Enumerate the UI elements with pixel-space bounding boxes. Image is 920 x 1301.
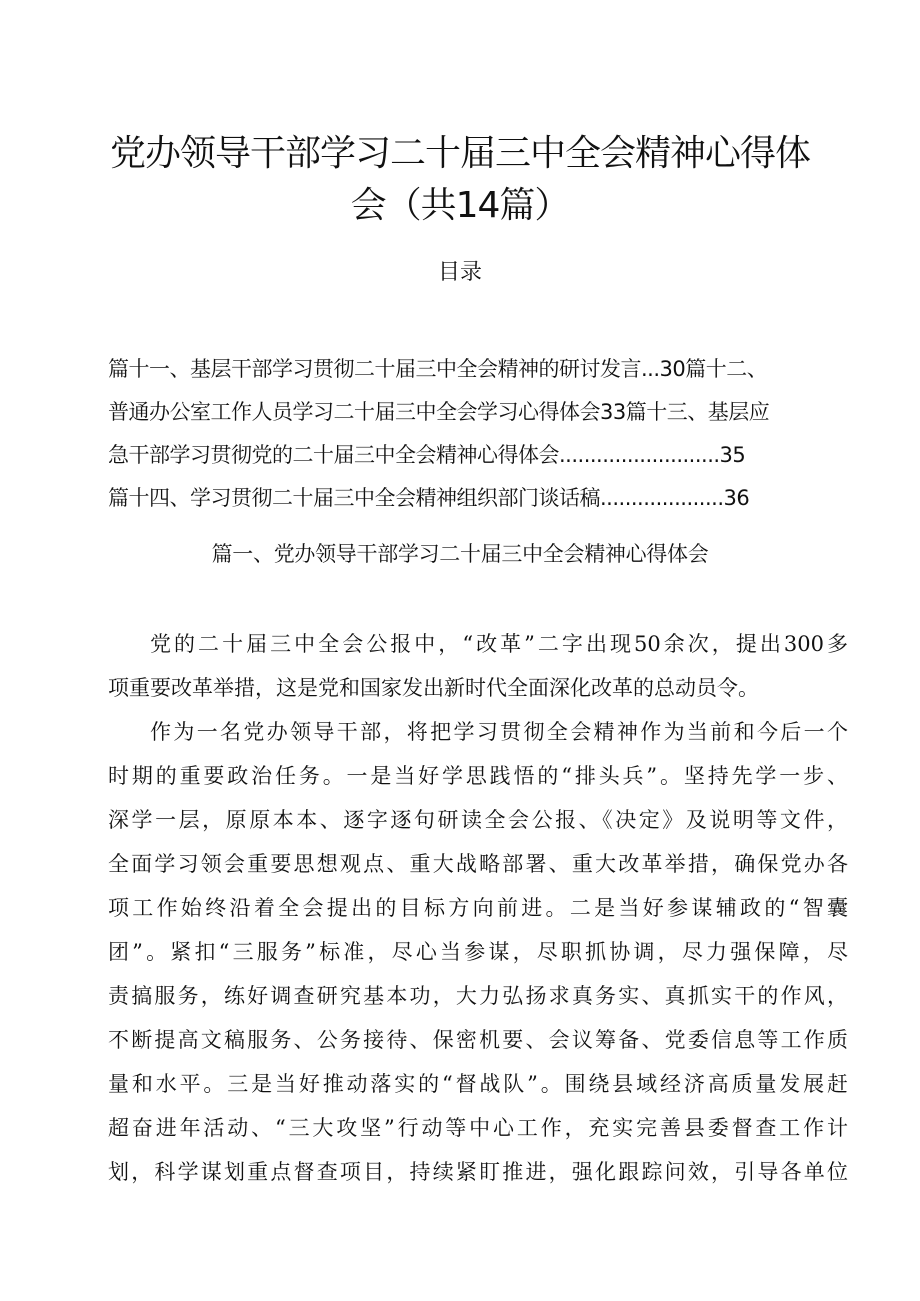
paragraph-line: 项重要改革举措，这是党和国家发出新时代全面深化改革的总动员令。 (108, 676, 759, 700)
paragraph-line: 团”。紧扣“三服务”标准，尽心当参谋，尽职抓协调，尽力强保障，尽 (108, 940, 848, 964)
table-of-contents (108, 348, 848, 520)
toc-heading: 目录 (437, 260, 482, 285)
paragraph-line: 超奋进年活动、“三大攻坚”行动等中心工作，充实完善县委督查工作计 (108, 1116, 848, 1140)
paragraph-line: 作为一名党办领导干部，将把学习贯彻全会精神作为当前和今后一个 (150, 720, 848, 744)
paragraph-line: 划，科学谋划重点督查项目，持续紧盯推进，强化跟踪问效，引导各单位 (108, 1160, 848, 1184)
toc-entry[interactable]: 篇十一、基层干部学习贯彻二十届三中全会精神的研讨发言...30篇十二、 (108, 357, 768, 381)
paragraph-line: 党的二十届三中全会公报中，“改革”二字出现50余次，提出300多 (150, 632, 848, 656)
paragraph-line: 深学一层，原原本本、逐字逐句研读全会公报、《决定》及说明等文件， (108, 808, 848, 832)
document-title (60, 128, 860, 232)
title-line-2: 会（共14篇） (350, 185, 570, 226)
section-heading: 篇一、党办领导干部学习二十届三中全会精神心得体会 (211, 542, 709, 566)
title-line-1: 党办领导干部学习二十届三中全会精神心得体 (109, 133, 810, 174)
paragraph-line: 不断提高文稿服务、公务接待、保密机要、会议筹备、党委信息等工作质 (108, 1028, 848, 1052)
body-text (108, 622, 848, 1194)
paragraph-line: 量和水平。三是当好推动落实的“督战队”。围绕县域经济高质量发展赶 (108, 1072, 848, 1096)
paragraph-line: 项工作始终沿着全会提出的目标方向前进。二是当好参谋辅政的“智囊 (108, 896, 848, 920)
toc-entry[interactable]: 普通办公室工作人员学习二十届三中全会学习心得体会33篇十三、基层应 (108, 400, 770, 424)
toc-entry[interactable]: 急干部学习贯彻党的二十届三中全会精神心得体会..........................35 (108, 443, 746, 467)
paragraph-line: 时期的重要政治任务。一是当好学思践悟的“排头兵”。坚持先学一步、 (108, 764, 848, 788)
toc-entry[interactable]: 篇十四、学习贯彻二十届三中全会精神组织部门谈话稿....................36 (108, 486, 750, 510)
paragraph-line: 全面学习领会重要思想观点、重大战略部署、重大改革举措，确保党办各 (108, 852, 848, 876)
paragraph-line: 责搞服务，练好调查研究基本功，大力弘扬求真务实、真抓实干的作风， (108, 984, 848, 1008)
